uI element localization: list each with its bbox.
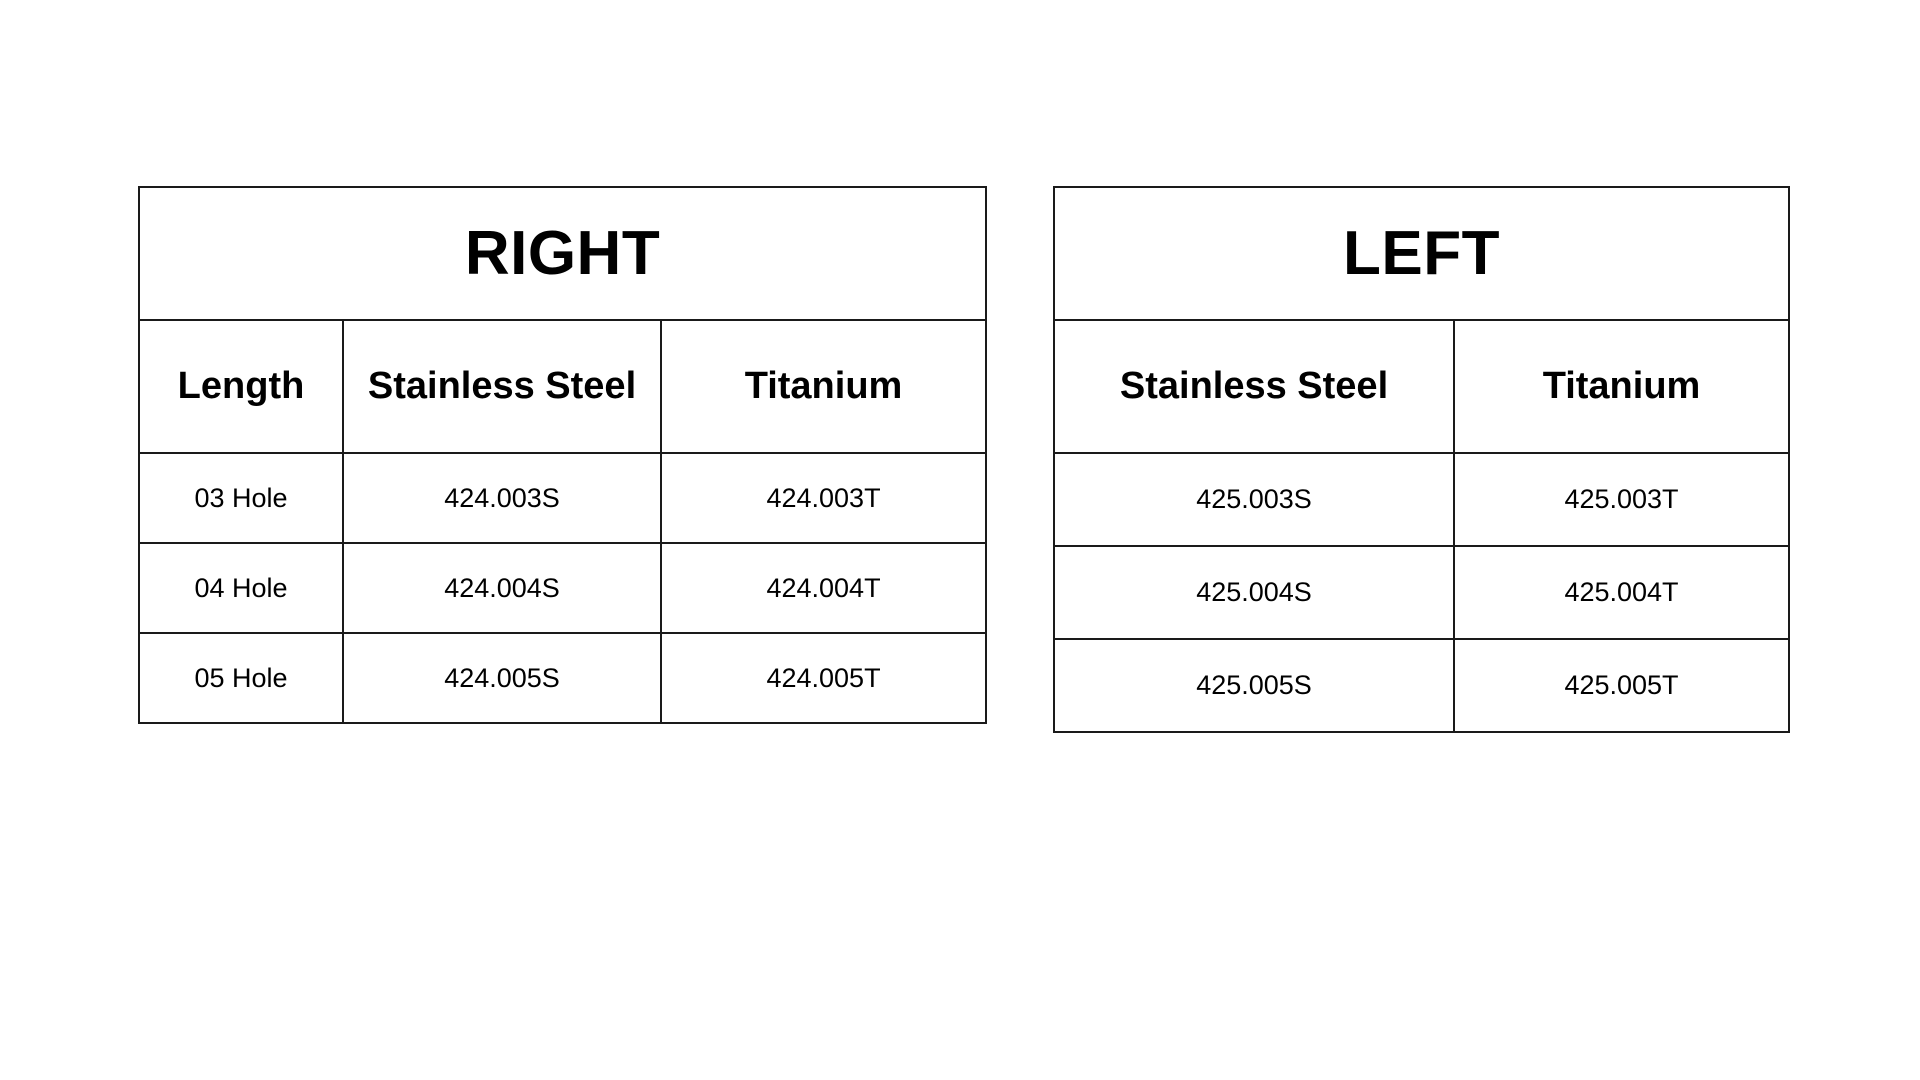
right-header-length: Length — [139, 320, 343, 453]
right-cell-stainless-steel: 424.004S — [343, 543, 661, 633]
left-cell-stainless-steel: 425.005S — [1054, 639, 1454, 732]
table-row — [1054, 546, 1789, 639]
right-header-titanium: Titanium — [661, 320, 986, 453]
table-row — [139, 453, 986, 543]
left-cell-stainless-steel: 425.004S — [1054, 546, 1454, 639]
right-cell-length: 05 Hole — [139, 633, 343, 723]
right-cell-length: 03 Hole — [139, 453, 343, 543]
left-cell-titanium: 425.004T — [1454, 546, 1789, 639]
right-cell-titanium: 424.005T — [661, 633, 986, 723]
right-cell-length: 04 Hole — [139, 543, 343, 633]
left-header-stainless-steel: Stainless Steel — [1054, 320, 1454, 453]
right-table-title: RIGHT — [139, 187, 986, 320]
right-cell-stainless-steel: 424.005S — [343, 633, 661, 723]
left-cell-titanium: 425.003T — [1454, 453, 1789, 546]
right-cell-titanium: 424.003T — [661, 453, 986, 543]
table-row — [1054, 639, 1789, 732]
left-table-title: LEFT — [1054, 187, 1789, 320]
table-row — [139, 543, 986, 633]
table-row — [1054, 453, 1789, 546]
table-row — [139, 633, 986, 723]
left-header-titanium: Titanium — [1454, 320, 1789, 453]
right-part-number-table — [138, 186, 987, 724]
left-cell-stainless-steel: 425.003S — [1054, 453, 1454, 546]
right-header-stainless-steel: Stainless Steel — [343, 320, 661, 453]
left-part-number-table — [1053, 186, 1790, 733]
right-cell-stainless-steel: 424.003S — [343, 453, 661, 543]
left-cell-titanium: 425.005T — [1454, 639, 1789, 732]
right-cell-titanium: 424.004T — [661, 543, 986, 633]
